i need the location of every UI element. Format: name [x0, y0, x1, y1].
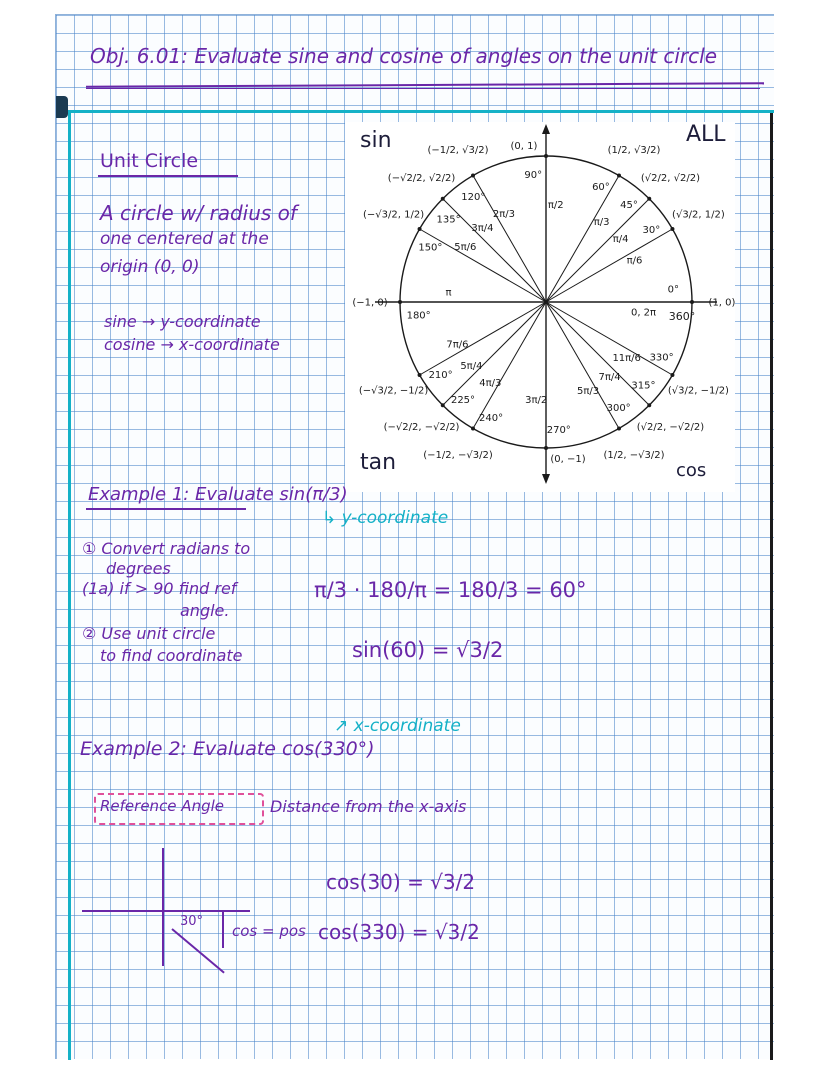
sin-quadrant-label: sin [360, 128, 392, 153]
circle-point [471, 174, 475, 178]
example2-line-1: cos(30) = √3/2 [326, 870, 476, 894]
circle-point [441, 403, 445, 407]
example1-step-1a: (1a) if > 90 find ref [82, 579, 237, 598]
example2-annotation: ↗ x-coordinate [334, 716, 461, 736]
coordinate-label: (1/2, √3/2) [607, 145, 661, 157]
coordinate-label: (√3/2, −1/2) [667, 385, 729, 397]
teal-header-rule [68, 110, 774, 113]
example1-heading: Example 1: Evaluate sin(π/3) [88, 484, 348, 505]
coordinate-label: (0, 1) [510, 141, 538, 153]
radian-label: π [445, 287, 452, 299]
coordinate-label: (1/2, −√3/2) [603, 449, 665, 461]
degree-label: 60° [592, 181, 610, 193]
example1-conversion: π/3 · 180/π = 180/3 = 60° [314, 578, 587, 602]
radian-label: π/3 [593, 216, 610, 228]
degree-label: 180° [406, 310, 431, 322]
unit-circle-diagram [345, 122, 735, 492]
unit-circle-heading-underline [98, 175, 238, 177]
definition-line-2: one centered at the [100, 229, 269, 249]
circle-point [617, 426, 621, 430]
radian-label: 11π/6 [612, 353, 641, 365]
circle-point [670, 227, 674, 231]
coordinate-label: (−1/2, √3/2) [427, 145, 489, 157]
example1-step-1-cont: degrees [106, 559, 171, 578]
sketch-x-axis [82, 910, 250, 912]
objective-title: Obj. 6.01: Evaluate sine and cosine of angles on the unit circle [90, 44, 717, 68]
circle-point [418, 373, 422, 377]
sketch-angle-label: 30° [180, 914, 204, 929]
coordinate-label: (−√3/2, 1/2) [363, 209, 425, 221]
radial-line [473, 302, 546, 428]
coordinate-label: (−√3/2, −1/2) [358, 385, 429, 397]
circle-point [647, 403, 651, 407]
definition-line-1: A circle w/ radius of [100, 201, 297, 225]
radian-label: 5π/6 [454, 241, 477, 253]
sketch-terminal-leg [222, 912, 224, 948]
sine-rule: sine → y-coordinate [104, 312, 261, 331]
radian-label: 7π/4 [598, 372, 621, 384]
radian-label: 5π/3 [576, 386, 600, 398]
reference-angle-label: Reference Angle [100, 797, 224, 815]
degree-label: 270° [546, 424, 571, 436]
circle-point [544, 154, 548, 158]
circle-point [418, 227, 422, 231]
radial-line [546, 199, 649, 302]
coordinate-label: (√3/2, 1/2) [672, 209, 725, 221]
degree-label: 90° [524, 170, 543, 182]
radial-line [443, 302, 546, 405]
all-quadrant-label: ALL [686, 122, 726, 147]
radian-label: 3π/4 [471, 222, 494, 234]
radian-label: 0, 2π [630, 307, 657, 319]
example1-result: sin(60) = √3/2 [352, 638, 504, 662]
circle-point [617, 174, 621, 178]
degree-label: 240° [479, 413, 504, 425]
example1-annotation: ↳ y-coordinate [322, 508, 449, 528]
cosine-rule: cosine → x-coordinate [104, 335, 280, 354]
degree-label: 210° [428, 370, 453, 382]
circle-point [647, 197, 651, 201]
coordinate-label: (√2/2, √2/2) [640, 173, 700, 185]
radian-label: π/4 [612, 233, 629, 245]
radian-label: π/2 [547, 199, 564, 211]
title-underline-secondary [86, 88, 760, 89]
degree-label: 0° [667, 284, 680, 296]
example1-step-2: ② Use unit circle [82, 624, 216, 643]
example1-step-1: ① Convert radians to [82, 539, 251, 558]
definition-line-3: origin (0, 0) [100, 257, 200, 277]
page-edge-line [770, 110, 773, 1060]
radial-line [420, 302, 546, 375]
circle-point [670, 373, 674, 377]
degree-label: 315° [631, 380, 656, 392]
radial-line [546, 229, 672, 302]
radian-label: 2π/3 [492, 208, 516, 220]
example1-step-2-cont: to find coordinate [100, 646, 243, 665]
coordinate-label: (0, −1) [550, 453, 586, 465]
teal-margin-rule [68, 110, 71, 1060]
degree-label: 225° [450, 394, 476, 406]
radian-label: 5π/4 [460, 361, 483, 373]
y-axis-arrow-down-icon [542, 474, 550, 484]
unit-circle-heading: Unit Circle [100, 150, 199, 172]
degree-label: 120° [461, 192, 486, 204]
degree-label: 45° [620, 200, 638, 212]
circle-point [398, 300, 402, 304]
radian-label: 4π/3 [479, 378, 502, 390]
coordinate-label: (1, 0) [708, 297, 735, 309]
degree-label: 135° [436, 214, 461, 226]
example1-step-1a-cont: angle. [180, 601, 230, 620]
example2-line-2: cos(330) = √3/2 [318, 920, 480, 944]
circle-point [441, 197, 445, 201]
cos-quadrant-label: cos [676, 460, 707, 481]
radian-label: π/6 [626, 255, 643, 267]
coordinate-label: (−1/2, −√3/2) [423, 449, 493, 461]
coordinate-label: (−√2/2, −√2/2) [383, 421, 460, 433]
radial-line [546, 176, 619, 302]
radian-label: 7π/6 [446, 339, 469, 351]
coordinate-label: (−1, 0) [352, 297, 388, 309]
degree-label: 30° [642, 224, 661, 236]
example1-underline [86, 508, 246, 510]
degree-extra-label: 360° [668, 310, 696, 323]
circle-point [544, 446, 548, 450]
binder-hole-mark [56, 96, 68, 118]
y-axis-arrow-up-icon [542, 124, 550, 134]
circle-point [471, 426, 475, 430]
degree-label: 330° [649, 352, 674, 364]
tan-quadrant-label: tan [360, 450, 397, 475]
coordinate-label: (−√2/2, √2/2) [387, 173, 456, 185]
degree-label: 150° [418, 242, 443, 254]
coordinate-label: (√2/2, −√2/2) [636, 421, 705, 433]
example2-heading: Example 2: Evaluate cos(330°) [80, 738, 375, 760]
cos-sign-note: cos = pos [232, 922, 306, 940]
radian-label: 3π/2 [525, 395, 548, 407]
reference-angle-definition: Distance from the x-axis [270, 797, 467, 816]
degree-label: 300° [606, 402, 631, 414]
sketch-y-axis [162, 848, 164, 966]
radial-line [420, 229, 546, 302]
circle-point [690, 300, 694, 304]
